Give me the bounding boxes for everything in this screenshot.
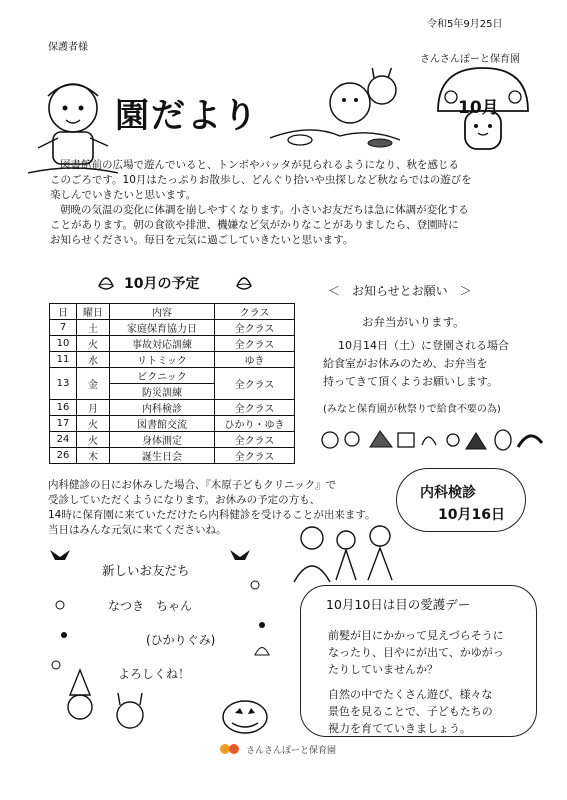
new-friends-heading: 新しいお友だち [102,563,190,578]
notice-heading: ＜ お知らせとお願い ＞ [328,284,472,298]
notice-line: 持ってきて頂くようお願いします。 [323,375,499,388]
table-row [50,448,295,464]
lunch-items-illustration [318,425,543,455]
month-badge-label: 10月 [458,98,499,118]
table-row [50,432,295,448]
new-friend-name: なつき ちゃん [108,599,193,613]
schedule-table [49,303,295,464]
cell-day: 11 [50,352,77,368]
cell-weekday: 木 [77,448,110,464]
intro-line: このごろです。10月はたっぷりお散歩し、どんぐり拾いや虫探しなど秋ならではの遊びを [50,174,472,186]
clinic-callout-title: 内科検診 [420,485,476,501]
eye-care-line: 視力を育てていきましょう。 [328,722,471,735]
clinic-line: 内科健診の日にお休みした場合、『木原子どもクリニック』で [48,479,337,491]
clinic-line: 14時に保育園に来ていただけたら内科健診を受けることが出来ます。 [48,509,376,521]
clinic-callout-date: 10月16日 [438,507,505,523]
eye-care-line: 景色を見ることで、子どもたちの [328,705,493,718]
cell-event: 身体測定 [110,432,215,448]
cell-day: 26 [50,448,77,464]
intro-line: ことがあります。朝の食欲や排泄、機嫌など気がかりなことがありましたら、登園時に [50,219,459,231]
cell-weekday: 水 [77,352,110,368]
cell-weekday: 月 [77,400,110,416]
cell-class: 全クラス [215,336,295,352]
table-row [50,336,295,352]
cell-event: 内科検診 [110,400,215,416]
school-name: さんさんぽーと保育園 [420,54,520,65]
table-row [50,368,295,384]
eye-care-line: たりしていませんか？ [328,663,438,676]
table-row [50,320,295,336]
eye-care-line: 前髪が目にかかって見えづらそうに [328,629,504,642]
cell-class: 全クラス [215,432,295,448]
cell-weekday: 金 [77,368,110,400]
table-row [50,416,295,432]
col-header-day: 日 [50,304,77,320]
chestnut-icon [96,272,116,292]
col-header-event: 内容 [110,304,215,320]
intro-line: お知らせください。毎日を元気に過ごしていきたいと思います。 [50,234,354,246]
cell-class: 全クラス [215,320,295,336]
cell-event: 図書館交流 [110,416,215,432]
table-row [50,400,295,416]
intro-line: 朝晩の気温の変化に体調を崩しやすくなります。小さいお友だちは急に体調が変化する [60,204,469,216]
footer-logo-text: さんさんぽーと保育園 [246,746,337,756]
new-friend-greeting: よろしくね！ [118,667,191,681]
cell-event: 家庭保育協力日 [110,320,215,336]
eye-care-title: 10月10日は目の愛護デー [326,597,471,612]
notice-footnote: (みなと保育園が秋祭りで給食不要の為) [323,404,501,415]
notice-subheading: お弁当がいります。 [362,315,465,329]
col-header-class: クラス [215,304,295,320]
chestnut-icon [234,272,254,292]
cell-day: 7 [50,320,77,336]
newsletter-title: 園だより [115,96,259,136]
sun-logo-icon [218,742,242,756]
cell-day: 16 [50,400,77,416]
eye-care-line: なったり、目やにが出て、かゆがっ [328,646,504,659]
table-header-row [50,304,295,320]
eye-care-line: 自然の中でたくさん遊び、様々な [328,688,493,701]
animals-harvest-illustration [270,68,410,148]
notice-line: 給食室がお休みのため、お弁当を [323,357,488,370]
cell-event: リトミック [110,352,215,368]
cell-class: 全クラス [215,400,295,416]
table-row [50,352,295,368]
cell-event: 誕生日会 [110,448,215,464]
clinic-line: 受診していただくようになります。お休みの予定の方も、 [48,494,321,506]
recipient: 保護者様 [48,42,88,53]
clinic-line: 当日はみんな元気に来てくださいね。 [48,524,227,536]
cell-class: ひかり・ゆき [215,416,295,432]
schedule-heading: 10月の予定 [124,276,200,292]
cell-weekday: 土 [77,320,110,336]
cell-class: 全クラス [215,368,295,400]
cell-class: ゆき [215,352,295,368]
cell-day: 10 [50,336,77,352]
cell-day: 17 [50,416,77,432]
cell-day: 13 [50,368,77,400]
cell-class: 全クラス [215,448,295,464]
issue-date: 令和5年9月25日 [427,19,503,30]
cell-weekday: 火 [77,432,110,448]
intro-line: 楽しんでいきたいと思います。 [50,189,197,201]
cell-event: ピクニック [110,368,215,384]
cell-weekday: 火 [77,416,110,432]
col-header-weekday: 曜日 [77,304,110,320]
cell-weekday: 火 [77,336,110,352]
notice-line: 10月14日（土）に登園される場合 [338,339,509,352]
cell-event: 事故対応訓練 [110,336,215,352]
intro-line: 図書館前の広場で遊んでいると、トンボやバッタが見られるようになり、秋を感じる [60,159,459,171]
new-friend-class: (ひかりぐみ) [146,633,216,647]
cell-event: 防災訓練 [110,384,215,400]
doctor-checkup-illustration [284,522,414,584]
cell-day: 24 [50,432,77,448]
